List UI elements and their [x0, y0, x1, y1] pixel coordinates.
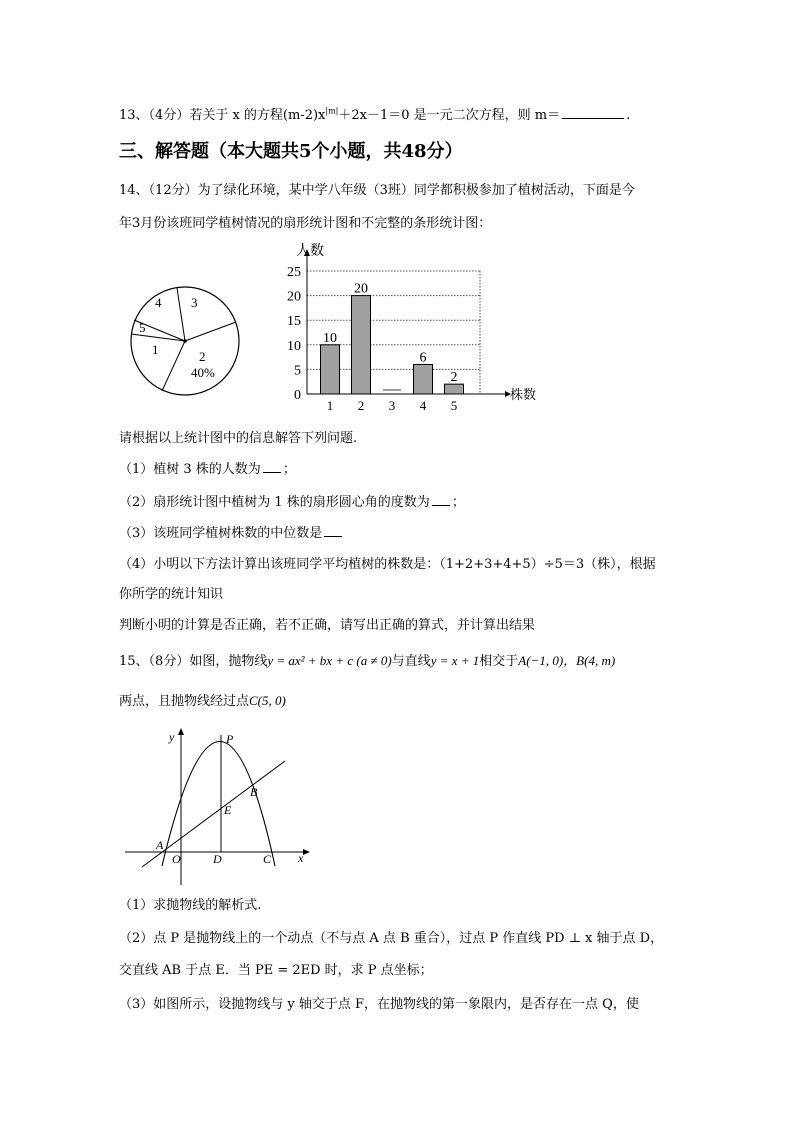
- q15-line2-a: 两点，且抛物线经过点: [119, 694, 250, 709]
- y-tick-label: 10: [287, 338, 301, 354]
- bar-value-label: 2: [450, 370, 458, 386]
- point-c: C(5, 0): [249, 693, 286, 708]
- q14-sub3-line: [119, 522, 344, 541]
- label-o: O: [172, 852, 181, 866]
- q15-line1-c: 相交于: [479, 654, 519, 669]
- q14-sub4-line3: 判断小明的计算是否正确，若不正确，请写出正确的算式，并计算出结果: [119, 618, 536, 633]
- q13-end: .: [626, 108, 631, 123]
- point-b: B(4, m): [576, 653, 616, 668]
- x-tick-label: 4: [419, 398, 427, 413]
- pie-divider: [177, 288, 185, 341]
- q14-sub2-end: ；: [451, 495, 465, 510]
- q15-sub2-line2: 交直线 AB 于点 E．当 PE = 2ED 时，求 P 点坐标；: [119, 963, 433, 978]
- q14-sub2-line: [119, 491, 465, 510]
- label-x: x: [298, 851, 304, 865]
- pie-label-5: 5: [139, 320, 146, 335]
- y-axis-arrow: [178, 728, 184, 735]
- q15-line1: [119, 650, 615, 669]
- parabola-figure: [120, 725, 315, 890]
- y-tick-label: 5: [294, 363, 301, 379]
- answer-blank[interactable]: [432, 494, 450, 506]
- q14-sub4-line2: 你所学的统计知识: [119, 587, 224, 602]
- pie-label-2: 2: [199, 349, 206, 364]
- q14-line2: 年3月份该班同学植树情况的扇形统计图和不完整的条形统计图：: [119, 216, 492, 231]
- line-equation: y = x + 1: [430, 653, 480, 668]
- y-tick-label: 20: [287, 289, 301, 305]
- answer-blank[interactable]: [562, 107, 624, 119]
- q13-prefix: 13、（4分）若关于 x 的方程(m-2)x: [119, 108, 326, 123]
- pie-label-3: 3: [191, 295, 198, 310]
- section-title: 三、解答题（本大题共5个小题，共48分）: [119, 141, 463, 162]
- x-tick-label: 3: [388, 398, 396, 413]
- q14-sub3: （3）该班同学植树株数的中位数是: [119, 526, 323, 541]
- pie-chart: [125, 282, 250, 397]
- bar: [321, 345, 340, 394]
- y-tick-label: 15: [287, 314, 301, 330]
- pie-center: [183, 339, 187, 343]
- q13-suffix: ＋2x－1＝0 是一元二次方程，则 m＝: [338, 108, 561, 123]
- q15-line1-b: 与直线: [391, 654, 431, 669]
- label-y: y: [169, 730, 175, 744]
- pie-divider: [162, 341, 185, 391]
- bar-value-label: 10: [323, 330, 337, 346]
- parabola-equation: y = ax² + bx + c (a ≠ 0): [267, 653, 392, 668]
- q15-sub2-line1: （2）点 P 是抛物线上的一个动点（不与点 A 点 B 重合），过点 P 作直线 PD ⊥ x 轴于点 D，: [119, 931, 664, 946]
- bar: [445, 384, 464, 394]
- label-e: E: [224, 803, 232, 817]
- y-tick-label: 0: [294, 388, 301, 403]
- q14-line1: 14、（12分）为了绿化环境，某中学八年级（3班）同学都积极参加了植树活动，下面是今: [119, 183, 635, 198]
- x-axis-title: 株数: [510, 387, 537, 402]
- parabola-curve: [162, 742, 275, 867]
- x-tick-label: 1: [326, 398, 334, 413]
- q14-sub1-line: [119, 458, 296, 477]
- q15-line1-a: 15、（8分）如图，抛物线: [119, 654, 268, 669]
- q15-sub1: （1）求抛物线的解析式.: [119, 898, 262, 913]
- label-d: D: [213, 852, 222, 866]
- q15-sub3: （3）如图所示，设抛物线与 y 轴交于点 F，在抛物线的第一象限内，是否存在一点 Q，使: [119, 997, 639, 1012]
- pie-divider: [185, 322, 236, 341]
- label-p: P: [226, 732, 234, 746]
- pie-label-1: 1: [152, 342, 159, 357]
- x-tick-label: 2: [357, 398, 365, 413]
- label-a: A: [156, 838, 164, 852]
- x-axis-arrow: [303, 849, 310, 855]
- answer-blank[interactable]: [263, 461, 281, 473]
- pie-label-4: 4: [155, 295, 162, 310]
- q14-sub2: （2）扇形统计图中植树为 1 株的扇形圆心角的度数为: [119, 495, 430, 510]
- bar: [414, 364, 433, 394]
- q14-sub1: （1）植树 3 株的人数为: [119, 462, 261, 477]
- label-b: B: [250, 785, 258, 799]
- bar-chart: [270, 236, 550, 416]
- label-c: C: [263, 852, 272, 866]
- bar-value-label: 20: [354, 281, 368, 297]
- bar: [352, 296, 371, 394]
- bar-value-label: 6: [419, 350, 427, 366]
- q13-line: [119, 104, 630, 123]
- q14-sub1-end: ；: [282, 462, 296, 477]
- q14-sub4-line1: （4）小明以下方法计算出该班同学平均植树的株数是：（1+2+3+4+5）÷5＝3（株），根据: [119, 557, 656, 572]
- q15-line2: [119, 690, 286, 709]
- pie-label-percent: 40%: [191, 365, 215, 380]
- q13-exponent: |m|: [325, 106, 339, 116]
- y-tick-label: 25: [287, 265, 301, 280]
- point-a: A(−1, 0)，: [518, 653, 577, 668]
- answer-blank[interactable]: [324, 525, 342, 537]
- x-tick-label: 5: [450, 398, 458, 413]
- y-axis-title: 人数: [296, 244, 324, 259]
- q14-intro: 请根据以上统计图中的信息解答下列问题.: [119, 431, 358, 446]
